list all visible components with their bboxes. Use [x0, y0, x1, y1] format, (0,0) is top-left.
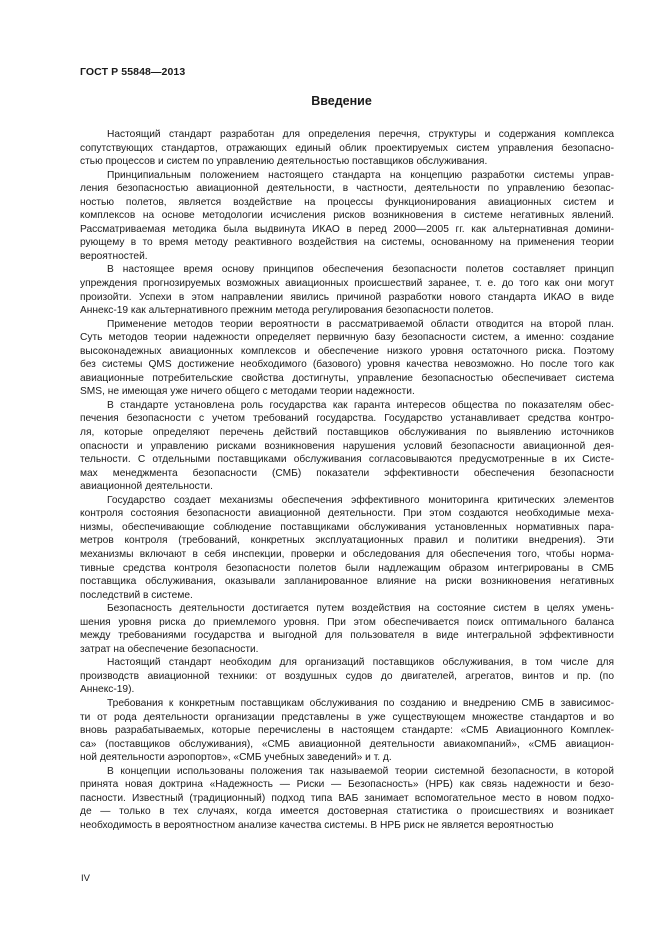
text-line: низмы, обеспечивающие соблюдение поставщиками обслуживания установленных нормативных пара-: [80, 521, 614, 533]
text-line: поставщика обслуживания, оказывали запланированное влияние на риски возникновения негативных: [80, 576, 614, 588]
text-line: ти от рода деятельности организации представлены в уже существующем множестве стандартов и во: [80, 711, 614, 723]
text-line: ля, которые определяют перечень действий поставщиков обслуживания по выявлению источников: [80, 427, 614, 439]
text-line: мах менеджмента безопасности (СМБ) показатели эффективности обеспечения безопасности: [80, 467, 614, 479]
text-line: SMS, не имеющая уже ничего общего с методами теории надежности.: [80, 386, 415, 398]
text-line: стью процессов и систем по управлению деятельностью поставщиков обслуживания.: [80, 156, 488, 168]
text-line: Требования к конкретным поставщикам обслуживания по созданию и внедрению СМБ в зависимос-: [107, 697, 614, 709]
text-line: упреждения прогнозируемых возможных авиационных происшествий заранее, т. е. до того как они могут: [80, 278, 614, 290]
text-line: опасности и управлению рисками возникновения нарушения условий безопасности авиационной дея-: [80, 440, 614, 452]
text-line: Аннекс-19).: [80, 684, 135, 696]
text-line: са» (поставщиков обслуживания), «СМБ авиационной деятельности авиакомпаний», «СМБ авиацион-: [80, 738, 614, 750]
page-number: IV: [81, 873, 90, 884]
text-line: рующему в то время методу реактивного воздействия на системы, основанному на применения теории: [80, 237, 614, 249]
text-line: Рассматриваемая методика была выдвинута ИКАО в перед 2000—2005 гг. как альтернативная домини-: [80, 223, 614, 235]
section-title: Введение: [311, 94, 372, 108]
text-line: Безопасность деятельности достигается путем воздействия на состояние систем в целях умень-: [107, 603, 614, 615]
text-line: механизмы включают в себя инспекции, проверки и обследования для обеспечения того, чтобы норма-: [80, 548, 614, 560]
paragraph: [80, 765, 614, 833]
text-line: В настоящее время основу принципов обеспечения безопасности полетов составляет принцип: [107, 264, 614, 276]
text-line: затрат на обеспечение безопасности.: [80, 643, 259, 655]
text-line: высоконадежных авиационных комплексов и обеспечение низкого уровня остаточного риска. Поэтому: [80, 345, 614, 357]
paragraph: [80, 399, 614, 494]
text-line: между требованиями государства и выгодной для пользователя в виде интегральной эффективности: [80, 630, 614, 642]
text-line: произойти. Успехи в этом направлении явились причиной разработки нового стандарта ИКАО в виде: [80, 291, 614, 303]
text-line: Государство создает механизмы обеспечения эффективного мониторинга критических элементов: [107, 494, 614, 506]
text-line: без системы QMS достижение необходимого (базового) уровня качества невозможно. Но после того как: [80, 359, 614, 371]
text-line: производств авиационной техники: от воздушных судов до двигателей, агрегатов, винтов и пр. (по: [80, 670, 614, 682]
text-line: тивные средства контроля безопасности полетов были надлежащим образом интегрированы в СМБ: [80, 562, 614, 574]
text-line: Принципиальным положением настоящего стандарта на концепцию разработки системы управ-: [107, 169, 614, 181]
text-line: В стандарте установлена роль государства как гаранта интересов общества по показателям обес-: [107, 399, 614, 411]
text-line: Настоящий стандарт необходим для организаций поставщиков обслуживания, в том числе для: [107, 657, 614, 669]
text-line: вновь разрабатываемых, которые перечислены в настоящем стандарте: «СМБ Авиационного Комплек-: [80, 725, 614, 737]
text-line: ления безопасностью авиационной деятельности, в частности, деятельности по управлению безопас-: [80, 183, 614, 195]
paragraph: [80, 169, 614, 264]
text-line: Применение методов теории вероятности в рассматриваемой области отводится на второй план.: [107, 318, 614, 330]
text-line: В концепции использованы положения так называемой теории системной безопасности, в которой: [107, 765, 614, 777]
text-line: принята новая доктрина «Надежность — Риски — Безопасность» (НРБ) как связь надежности и безо-: [80, 779, 614, 791]
text-line: Суть методов теории надежности определяет первичную базу безопасности систем, а именно: создание: [80, 332, 614, 344]
text-line: ностью полетов, является воздействие на процессы функционирования авиационных систем и: [80, 196, 614, 208]
paragraph: [80, 697, 614, 765]
text-line: сопутствующих стандартов, отражающих единый облик проектируемых систем управления безопасно-: [80, 142, 614, 154]
text-line: контроля состояния безопасности авиационной деятельности. При этом создаются необходимые меха-: [80, 508, 614, 520]
text-line: авиационной деятельности.: [80, 481, 213, 493]
text-line: Аннекс-19 как альтернативного прежним метода регулирования безопасности полетов.: [80, 305, 494, 317]
text-line: последствий в системе.: [80, 589, 193, 601]
text-line: печения безопасности с учетом требований государства. Государство устанавливает средства контро-: [80, 413, 614, 425]
text-line: шения уровня риска до приемлемого уровня. При этом обеспечивается поиск оптимального баланса: [80, 616, 614, 628]
text-line: пасности. Известный (традиционный) подход типа ВАБ занимает вспомогательное место в новом подхо-: [80, 792, 614, 804]
paragraph: [80, 656, 614, 697]
paragraph: [80, 494, 614, 602]
text-line: необходимость в вероятностном анализе качества системы. В НРБ риск не является вероятностью: [80, 819, 554, 831]
text-line: ной деятельности аэропортов», «СМБ учебных заведений» и т. д.: [80, 752, 392, 764]
text-line: метров контроля (требований, конкретных эксплуатационных правил и политики внедрения). Эти: [80, 535, 614, 547]
paragraph: [80, 128, 614, 169]
text-line: комплексов на основе методологии исчисления рисков возникновения в системе негативных явлений.: [80, 210, 614, 222]
text-line: вероятностей.: [80, 250, 148, 262]
paragraph: [80, 263, 614, 317]
document-body: [80, 128, 614, 832]
text-line: тельности. С отдельными поставщиками обслуживания согласовываются предусмотренные в их Систе-: [80, 454, 614, 466]
text-line: авиационные потребительские свойства достигнуты, управление безопасностью обеспечивает система: [80, 372, 614, 384]
document-header: ГОСТ Р 55848—2013: [80, 66, 186, 78]
paragraph: [80, 318, 614, 399]
text-line: де — только в тех случаях, когда имеется достоверная статистика о происшествиях и возникает: [80, 806, 614, 818]
text-line: Настоящий стандарт разработан для определения перечня, структуры и содержания комплекса: [107, 129, 614, 140]
paragraph: [80, 602, 614, 656]
